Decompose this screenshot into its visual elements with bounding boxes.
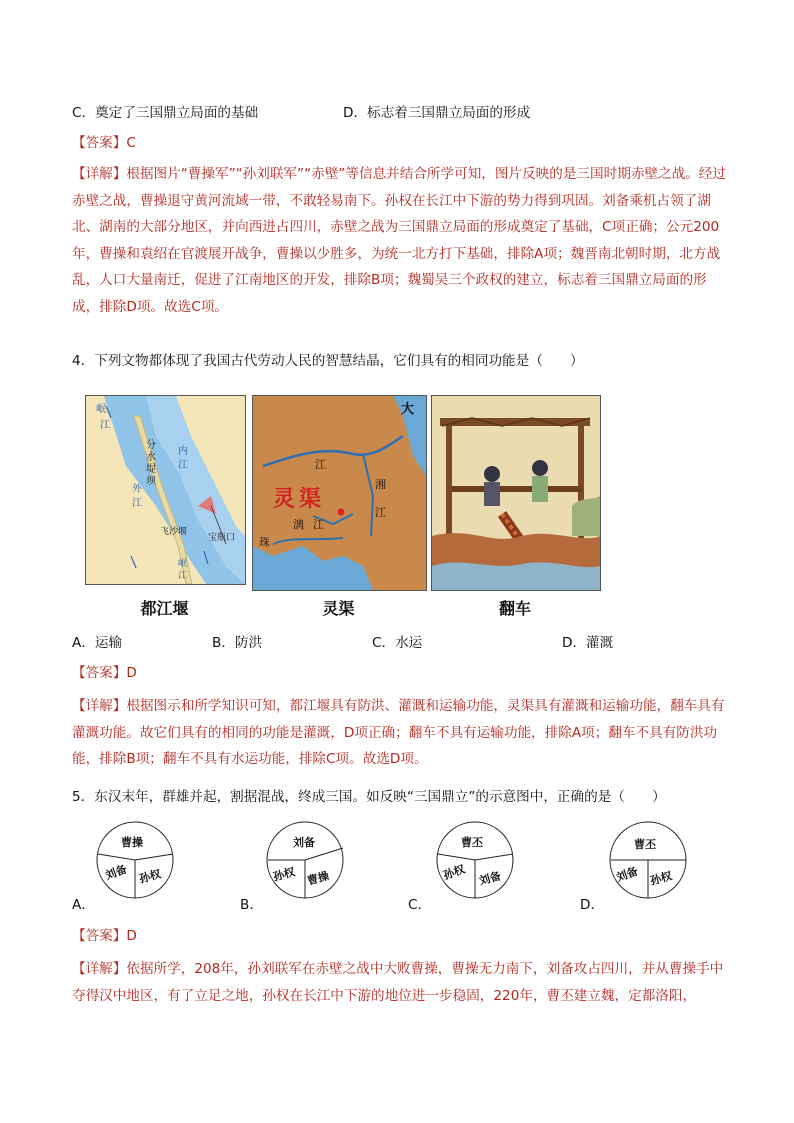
q4-option-b: B．防洪 xyxy=(212,635,263,651)
detail-text: 根据图片“曹操军”“孙刘联军”“赤壁”等信息并结合所学可知，图片反映的是三国时期赤壁之战。经过赤壁之战，曹操退守黄河流域一带，不敢轻易南下。孙权在长江中下游的势力得到巩固。刘备乘机占领了湖北、湖南的大部分地区，并向西进占四川，赤壁之战为三国鼎立局面的形成奠定了基础，C项正确；公元200年，曹操和袁绍在官渡展开战争，曹操以少胜多，为统一北方打下基础，排除A项；魏晋南北朝时期，北方战乱，人口大量南迁，促进了江南地区的开发，排除B项；魏蜀吴三个政权的建立，标志着三国鼎立局面的形成，排除D项。故选C项。 xyxy=(72,166,726,315)
q5-diagram-a xyxy=(95,820,175,900)
answer-value: C xyxy=(126,135,136,151)
label-zhu: 珠 xyxy=(259,536,270,549)
detail-text: 依据所学，208年，孙刘联军在赤壁之战中大败曹操，曹操无力南下，刘备攻占四川，并从曹操手中夺得汉中地区，有了立足之地，孙权在长江中下游的地位进一步稳固，220年，曹丕建立魏，定都洛阳， xyxy=(72,961,724,1004)
label-min-jiang-b: 江 xyxy=(178,571,188,581)
label-li: 漓 xyxy=(293,518,304,531)
q3-answer xyxy=(72,133,136,153)
pie-left-label: 孙权 xyxy=(271,865,297,884)
pie-right-label: 曹操 xyxy=(305,869,331,888)
q4-detail xyxy=(72,693,732,773)
caption-dujiangyan: 都江堰 xyxy=(140,599,189,618)
q5-detail xyxy=(72,956,732,1009)
label-wai-jiang: 江 xyxy=(132,498,142,509)
label-lingqu: 灵渠 xyxy=(273,487,326,512)
q5-option-d: D． xyxy=(580,897,605,913)
pie-right-label: 孙权 xyxy=(137,867,163,886)
q3-detail xyxy=(72,161,732,320)
q5-answer xyxy=(72,926,137,946)
q4-answer xyxy=(72,663,137,683)
pie-top-label: 曹操 xyxy=(121,836,143,849)
answer-tag: 【答案】 xyxy=(72,135,127,151)
label-fenshui: 分水堤坝 xyxy=(146,440,156,487)
q5-option-b: B． xyxy=(240,897,263,913)
label-jiang: 江 xyxy=(100,420,110,431)
answer-tag: 【答案】 xyxy=(72,665,127,681)
q3-option-d: D．标志着三国鼎立局面的形成 xyxy=(343,105,531,121)
pie-top-label: 曹丕 xyxy=(461,836,483,849)
answer-tag: 【答案】 xyxy=(72,928,127,944)
label-da: 大 xyxy=(401,402,415,417)
label-xiang-jiang: 江 xyxy=(375,506,386,519)
q4-stem: 4．下列文物都体现了我国古代劳动人民的智慧结晶，它们具有的相同功能是（ ） xyxy=(72,353,584,369)
q4-option-d: D．灌溉 xyxy=(562,635,614,651)
label-baoping: 宝瓶口 xyxy=(208,533,236,543)
q5-diagram-d xyxy=(608,820,688,900)
detail-tag: 【详解】 xyxy=(72,166,127,182)
pie-top-label: 刘备 xyxy=(293,836,315,849)
q4-option-c: C．水运 xyxy=(372,635,423,651)
lingqu-image xyxy=(252,395,427,591)
label-min: 岷 xyxy=(96,404,106,415)
q5-option-c: C． xyxy=(408,897,432,913)
label-xiang: 湘 xyxy=(375,478,386,491)
q5-diagram-b xyxy=(265,820,345,900)
label-nei: 内 xyxy=(178,446,188,457)
caption-lingqu: 灵渠 xyxy=(322,599,355,618)
q3-option-c: C．奠定了三国鼎立局面的基础 xyxy=(72,105,259,121)
answer-value: D xyxy=(126,665,137,681)
pie-left-label: 刘备 xyxy=(614,864,640,885)
q5-diagram-c xyxy=(435,820,515,900)
label-li-jiang: 江 xyxy=(313,518,324,531)
detail-text: 根据图示和所学知识可知，都江堰具有防洪、灌溉和运输功能，灵渠具有灌溉和运输功能，翻车具有灌溉功能。故它们具有的相同的功能是灌溉，D项正确；翻车不具有运输功能，排除A项；翻车不具有防洪功能，排除B项；翻车不具有水运功能，排除C项。故选D项。 xyxy=(72,698,725,767)
dujiangyan-image xyxy=(85,395,246,585)
pie-right-label: 刘备 xyxy=(477,869,503,888)
label-feisha: 飞沙堰 xyxy=(160,527,188,537)
q5-stem: 5．东汉末年，群雄并起，割据混战，终成三国。如反映“三国鼎立”的示意图中，正确的是（ ） xyxy=(72,789,666,805)
caption-fanche: 翻车 xyxy=(498,599,531,618)
pie-left-label: 刘备 xyxy=(103,862,129,883)
detail-tag: 【详解】 xyxy=(72,961,127,977)
answer-value: D xyxy=(126,928,137,944)
label-jiang-top: 江 xyxy=(315,458,326,471)
pie-right-label: 孙权 xyxy=(648,869,674,888)
label-nei-jiang: 江 xyxy=(178,460,188,471)
detail-tag: 【详解】 xyxy=(72,698,127,714)
pie-top-label: 曹丕 xyxy=(634,838,656,851)
fanche-image xyxy=(431,395,601,591)
q5-option-a: A． xyxy=(72,897,95,913)
label-min-b: 岷 xyxy=(178,559,188,569)
label-wai: 外 xyxy=(132,484,142,495)
fanche-illustration xyxy=(432,396,600,590)
q4-option-a: A．运输 xyxy=(72,635,123,651)
pie-left-label: 孙权 xyxy=(441,862,467,883)
